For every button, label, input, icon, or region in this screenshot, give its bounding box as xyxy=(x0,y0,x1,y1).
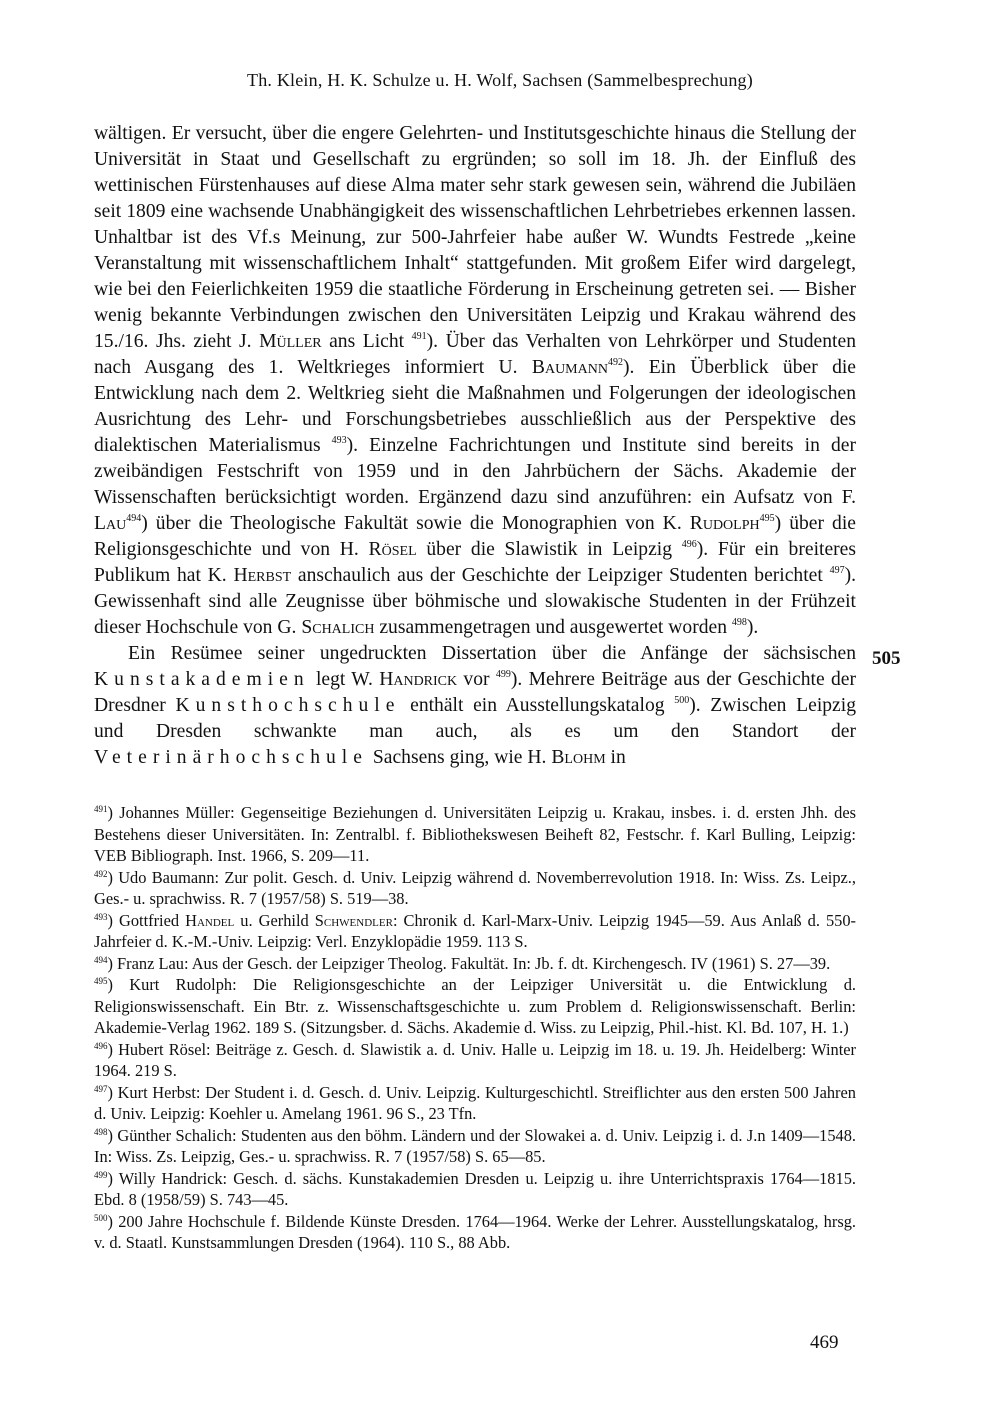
footnote-text: ) Willy Handrick: Gesch. d. sächs. Kunstakademien Dresden u. Leipzig u. ihre Unterrichtspraxis 1764—1815. Ebd. 8 (1958/59) S. 743—45. xyxy=(94,1168,856,1209)
footnote-ref[interactable]: 494 xyxy=(126,513,142,524)
footnote-text: ) Gottfried xyxy=(107,910,186,930)
footnote-number: 500 xyxy=(94,1212,108,1223)
text-run: ). Über das Verhalten von Lehrkörper und Studenten nach Ausgang des 1. Weltkrieges informiert U. xyxy=(94,331,856,378)
paragraph xyxy=(94,121,856,641)
footnote xyxy=(94,1082,856,1125)
text-run: enthält ein Ausstellungskatalog xyxy=(400,695,675,716)
footnote-text: ) Johannes Müller: Gegenseitige Beziehungen d. Universitäten Leipzig u. Krakau, insbes. i. d. ersten Jhh. des Bestehens dieser Universitäten. In: Zentralbl. f. Bibliothekswesen Beiheft 82, Festschr. f. Karl Bulling, Leipzig: VEB Bibliograph. Inst. 1966, S. 209—11. xyxy=(94,803,856,865)
text-run: ) über die Religionsgeschichte und von H. xyxy=(94,513,856,560)
text-run: ). Einzelne Fachrichtungen und Institute sind bereits in der zweibändigen Festschrift von 1959 und in den Jahrbüchern der Sächs. Akademie der Wissenschaften berücksichtigt worden. Ergänzend dazu sind anzuführen: ein Aufsatz von F. xyxy=(94,435,856,508)
footnote xyxy=(94,1168,856,1211)
text-run: ). Zwischen Leipzig und Dresden schwankte man auch, als es um den Standort der xyxy=(94,695,856,742)
footnote-ref[interactable]: 493 xyxy=(331,435,347,446)
author-name: Lau xyxy=(94,513,127,534)
footnote-text: ) Kurt Herbst: Der Student i. d. Gesch. d. Univ. Leipzig. Kulturgeschichtl. Streiflichter aus den ersten 500 Jahren d. Univ. Leipzig: Koehler u. Amelang 1961. 96 S., 23 Tfn. xyxy=(94,1082,856,1123)
text-run: ). Für ein breiteres Publikum hat K. xyxy=(94,539,856,586)
author-name: Herbst xyxy=(233,565,292,586)
footnote-ref[interactable]: 496 xyxy=(681,539,697,550)
footnote-number: 493 xyxy=(94,911,108,922)
author-name: Blohm xyxy=(551,747,606,768)
page-number: 469 xyxy=(810,1332,839,1353)
footnote-number: 491 xyxy=(94,804,108,814)
author-name: Handrick xyxy=(379,669,458,690)
text-run: zusammengetragen und ausgewertet worden xyxy=(374,617,732,638)
text-run: legt W. xyxy=(309,669,380,690)
spaced-term: Kunsthochschule xyxy=(175,695,401,716)
running-header: Th. Klein, H. K. Schulze u. H. Wolf, Sachsen (Sammelbesprechung) xyxy=(247,70,753,90)
footnote-ref[interactable]: 497 xyxy=(829,565,845,576)
footnote-text: u. Gerhild xyxy=(234,910,315,930)
text-run: wältigen. Er versucht, über die engere Gelehrten- und Institutsgeschichte hinaus die Stellung der Universität in Staat und Gesellschaft zu ergründen; so soll im 18. Jh. der Einfluß des wettinischen Fürstenhauses auf diese Alma mater sehr stark gewesen sein, während die Jubiläen seit 1809 eine wachsende Unabhängigkeit des wissenschaftlichen Lehrbetriebes erkennen lassen. Unhaltbar ist des Vf.s Meinung, zur 500-Jahrfeier habe außer W. Wundts Festrede „keine Veranstaltung mit wissenschaftlichem Inhalt“ stattgefunden. Mit großem Eifer wird dargelegt, wie bei den Feierlichkeiten 1959 die staatliche Förderung in Erscheinung getreten sei. — Bisher wenig bekannte Verbindungen zwischen den Universitäten Leipzig und Krakau während des 15./16. Jhs. zieht J. xyxy=(94,123,856,352)
footnote-ref[interactable]: 495 xyxy=(759,513,775,524)
author-name: Rudolph xyxy=(689,513,760,534)
footnote-ref[interactable]: 492 xyxy=(607,357,623,368)
footnote xyxy=(94,1125,856,1168)
paragraph xyxy=(94,641,856,771)
footnote-number: 494 xyxy=(94,954,108,965)
footnote-ref[interactable]: 499 xyxy=(495,669,511,680)
main-text xyxy=(94,121,856,771)
footnote-text: ) Günther Schalich: Studenten aus den böhm. Ländern und der Slowakei a. d. Univ. Leipzig i. d. J.n 1409—1548. In: Wiss. Zs. Leipzig, Ges.- u. sprachwiss. R. 7 (1957/58) S. 65—85. xyxy=(94,1125,856,1166)
footnote-text: ) 200 Jahre Hochschule f. Bildende Künste Dresden. 1764—1964. Werke der Lehrer. Ausstellungskatalog, hrsg. v. d. Staatl. Kunstsammlungen Dresden (1964). 110 S., 88 Abb. xyxy=(94,1211,856,1252)
text-run: Sachsens ging, wie H. xyxy=(367,747,552,768)
footnote xyxy=(94,1039,856,1082)
author-name: Schalich xyxy=(301,617,375,638)
author-name: Müller xyxy=(259,331,322,352)
spaced-term: Kunstakademien xyxy=(94,669,310,690)
footnote xyxy=(94,867,856,910)
author-name: Handel xyxy=(185,910,235,930)
footnote xyxy=(94,1211,856,1254)
footnote-number: 499 xyxy=(94,1169,108,1180)
text-run: über die Slawistik in Leipzig xyxy=(416,539,682,560)
footnote xyxy=(94,910,856,953)
footnote-number: 498 xyxy=(94,1126,108,1137)
footnote xyxy=(94,953,856,975)
text-run: ans Licht xyxy=(321,331,412,352)
footnote xyxy=(94,974,856,1039)
author-name: Schwendler xyxy=(314,910,393,930)
text-run: ). Mehrere Beiträge aus der Geschichte der Dresdner xyxy=(94,669,856,716)
footnote-ref[interactable]: 498 xyxy=(731,617,747,628)
footnote-number: 492 xyxy=(94,868,108,879)
text-run: vor xyxy=(457,669,496,690)
footnote-text: ) Kurt Rudolph: Die Religionsgeschichte an der Leipziger Universität u. die Entwicklung d. Religionswissenschaft. Ein Btr. z. Wissenschaftsgeschichte u. zum Problem d. Religionswissenschaft. Berlin: Akademie-Verlag 1962. 189 S. (Sitzungsber. d. Sächs. Akademie d. Wiss. zu Leipzig, Phil.-hist. Kl. Bd. 107, H. 1.) xyxy=(94,975,856,1037)
footnote-text: ) Udo Baumann: Zur polit. Gesch. d. Univ. Leipzig während d. Novemberrevolution 1918. In: Wiss. Zs. Leipz., Ges.- u. sprachwiss. R. 7 (1957/58) S. 519—38. xyxy=(94,867,856,908)
footnote-ref[interactable]: 500 xyxy=(674,695,690,706)
text-run: in xyxy=(605,747,626,768)
text-run: anschaulich aus der Geschichte der Leipziger Studenten berichtet xyxy=(291,565,830,586)
author-name: Rösel xyxy=(368,539,417,560)
text-run: ) über die Theologische Fakultät sowie die Monographien von K. xyxy=(141,513,690,534)
footnote-text: ) Franz Lau: Aus der Gesch. der Leipziger Theolog. Fakultät. In: Jb. f. dt. Kirchengesch. IV (1961) S. 27—39. xyxy=(107,953,831,973)
footnote-text: : Chronik d. Karl-Marx-Univ. Leipzig 1945—59. Aus Anlaß d. 550-Jahrfeier d. K.-M.-Univ. Leipzig: Verl. Enzyklopädie 1959. 113 S. xyxy=(94,910,857,951)
margin-number: 505 xyxy=(872,648,901,669)
footnote-number: 495 xyxy=(94,976,108,986)
footnote xyxy=(94,802,856,867)
text-run: Ein Resümee seiner ungedruckten Dissertation über die Anfänge der sächsischen xyxy=(128,643,856,664)
footnote-number: 496 xyxy=(94,1040,108,1051)
footnotes xyxy=(94,802,856,1254)
spaced-term: Veterinärhochschule xyxy=(94,747,368,768)
author-name: Baumann xyxy=(531,357,608,378)
footnote-ref[interactable]: 491 xyxy=(411,331,427,342)
text-run: ). Gewissenhaft sind alle Zeugnisse über böhmische und slowakische Studenten in der Frühzeit dieser Hochschule von G. xyxy=(94,565,856,638)
footnote-number: 497 xyxy=(94,1083,108,1094)
footnote-text: ) Hubert Rösel: Beiträge z. Gesch. d. Slawistik a. d. Univ. Halle u. Leipzig im 18. u. 19. Jh. Heidelberg: Winter 1964. 219 S. xyxy=(94,1039,856,1080)
text-run: ). Ein Überblick über die Entwicklung nach dem 2. Weltkrieg sieht die Maßnahmen und Folgerungen der ideologischen Ausrichtung des Lehr- und Forschungsbetriebes ausschließlich aus der Perspektive des dialektischen Materialismus xyxy=(94,357,857,456)
text-run: ). xyxy=(746,617,759,638)
